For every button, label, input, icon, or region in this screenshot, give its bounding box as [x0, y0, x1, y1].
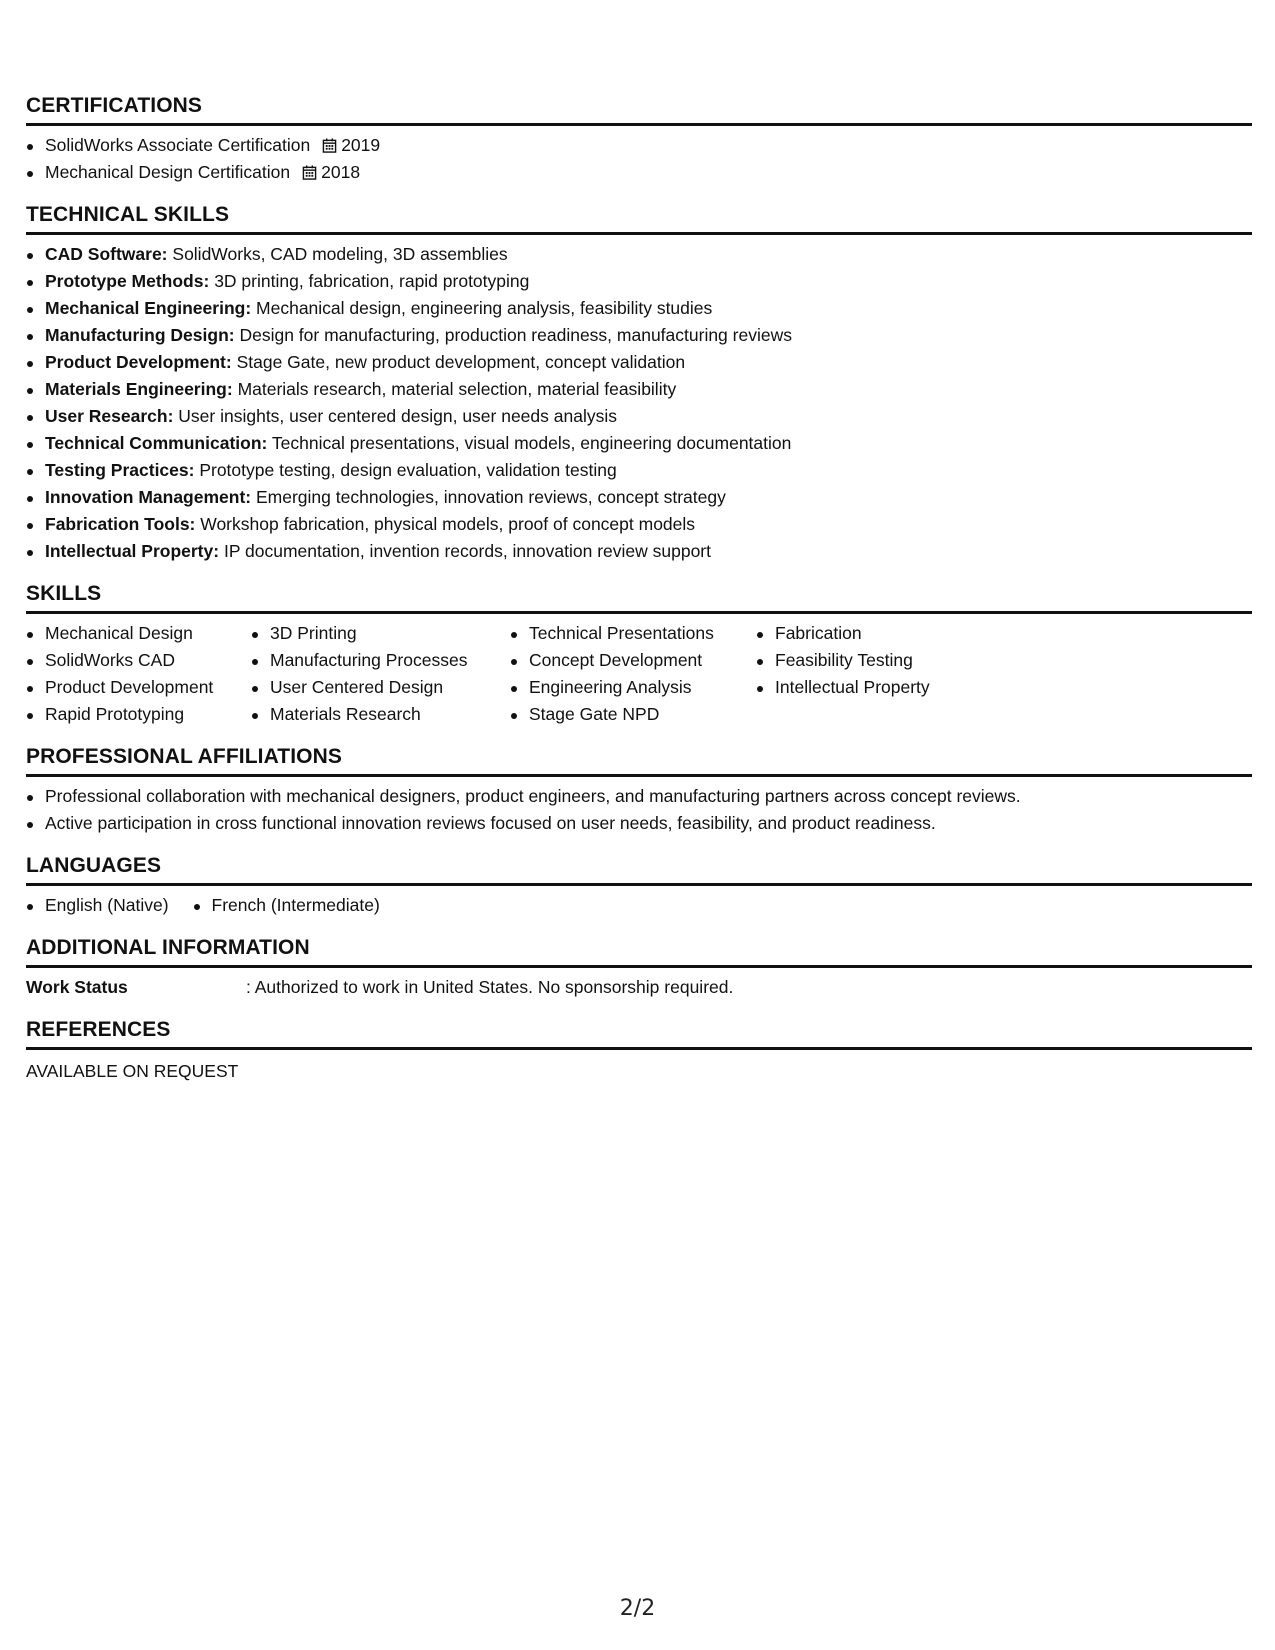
certifications-section [26, 94, 1252, 186]
list-item [26, 457, 1252, 484]
skill-label: CAD Software: [45, 244, 168, 264]
list-item: Active participation in cross functional innovation reviews focused on user needs, feasibility, and product readiness. [26, 810, 1252, 837]
list-item [26, 159, 1252, 186]
skills-grid [26, 620, 1252, 728]
certification-name: Mechanical Design Certification [45, 162, 291, 182]
list-item: Professional collaboration with mechanical designers, product engineers, and manufacturing partners across concept reviews. [26, 783, 1252, 810]
section-heading: LANGUAGES [26, 854, 1252, 886]
list-item: Rapid Prototyping [26, 701, 251, 728]
skill-text: Workshop fabrication, physical models, proof of concept models [200, 514, 696, 534]
affiliations-section [26, 745, 1252, 837]
list-item [26, 241, 1252, 268]
skill-label: Prototype Methods: [45, 271, 210, 291]
skill-text: Prototype testing, design evaluation, validation testing [199, 460, 617, 480]
skill-label: Materials Engineering: [45, 379, 233, 399]
list-item: Technical Presentations [510, 620, 756, 647]
technical-skills-list [26, 241, 1252, 565]
languages-list [26, 892, 1252, 919]
certification-year: 2019 [341, 135, 381, 155]
list-item [26, 376, 1252, 403]
list-item: French (Intermediate) [193, 892, 380, 919]
references-text: AVAILABLE ON REQUEST [26, 1061, 239, 1081]
list-item: Intellectual Property [756, 674, 1016, 701]
skills-column [510, 620, 756, 728]
section-heading: TECHNICAL SKILLS [26, 203, 1252, 235]
language-group [193, 892, 380, 919]
info-row [26, 974, 1252, 1001]
page-number: 2/2 [619, 1596, 656, 1621]
skill-label: Intellectual Property: [45, 541, 220, 561]
list-item: Concept Development [510, 647, 756, 674]
list-item [26, 132, 1252, 159]
skill-label: Product Development: [45, 352, 232, 372]
section-heading: PROFESSIONAL AFFILIATIONS [26, 745, 1252, 777]
skill-text: IP documentation, invention records, innovation review support [223, 541, 711, 561]
skill-text: SolidWorks, CAD modeling, 3D assemblies [172, 244, 508, 264]
calendar-icon [302, 165, 317, 180]
list-item: Manufacturing Processes [251, 647, 510, 674]
skill-text: Stage Gate, new product development, concept validation [236, 352, 686, 372]
section-heading: CERTIFICATIONS [26, 94, 1252, 126]
section-heading: SKILLS [26, 582, 1252, 614]
calendar-icon [322, 138, 337, 153]
language-group [26, 892, 169, 919]
list-item: User Centered Design [251, 674, 510, 701]
list-item: Mechanical Design [26, 620, 251, 647]
skill-label: Technical Communication: [45, 433, 268, 453]
skill-text: Mechanical design, engineering analysis, feasibility studies [256, 298, 713, 318]
skill-label: Testing Practices: [45, 460, 195, 480]
skill-label: Fabrication Tools: [45, 514, 196, 534]
skills-column [251, 620, 510, 728]
skill-text: User insights, user centered design, user needs analysis [178, 406, 617, 426]
section-heading: ADDITIONAL INFORMATION [26, 936, 1252, 968]
list-item [26, 295, 1252, 322]
references-section [26, 1018, 1252, 1085]
skill-label: Innovation Management: [45, 487, 252, 507]
affiliations-list [26, 783, 1252, 837]
skill-label: Mechanical Engineering: [45, 298, 252, 318]
list-item [26, 430, 1252, 457]
list-item: SolidWorks CAD [26, 647, 251, 674]
skill-text: Emerging technologies, innovation reviews, concept strategy [256, 487, 726, 507]
skill-text: Design for manufacturing, production readiness, manufacturing reviews [239, 325, 792, 345]
list-item [26, 322, 1252, 349]
list-item [26, 511, 1252, 538]
list-item [26, 349, 1252, 376]
skill-label: Manufacturing Design: [45, 325, 235, 345]
certification-year: 2018 [321, 162, 361, 182]
list-item [26, 484, 1252, 511]
list-item [26, 538, 1252, 565]
section-heading: REFERENCES [26, 1018, 1252, 1050]
work-status-value: : Authorized to work in United States. No sponsorship required. [246, 977, 734, 997]
skills-column [26, 620, 251, 728]
certifications-list [26, 132, 1252, 186]
skill-text: Materials research, material selection, material feasibility [237, 379, 677, 399]
list-item [26, 268, 1252, 295]
skill-text: 3D printing, fabrication, rapid prototyping [214, 271, 530, 291]
skill-text: Technical presentations, visual models, engineering documentation [271, 433, 792, 453]
work-status-label: Work Status [26, 977, 128, 997]
list-item: 3D Printing [251, 620, 510, 647]
list-item: Product Development [26, 674, 251, 701]
additional-info-section [26, 936, 1252, 1001]
list-item [26, 403, 1252, 430]
list-item: Feasibility Testing [756, 647, 1016, 674]
skills-column [756, 620, 1016, 728]
list-item: Materials Research [251, 701, 510, 728]
skills-section [26, 582, 1252, 728]
list-item: Engineering Analysis [510, 674, 756, 701]
list-item: Fabrication [756, 620, 1016, 647]
skill-label: User Research: [45, 406, 174, 426]
list-item: English (Native) [26, 892, 169, 919]
list-item: Stage Gate NPD [510, 701, 756, 728]
certification-name: SolidWorks Associate Certification [45, 135, 311, 155]
resume-page [26, 94, 1252, 1102]
technical-skills-section [26, 203, 1252, 565]
languages-section [26, 854, 1252, 919]
